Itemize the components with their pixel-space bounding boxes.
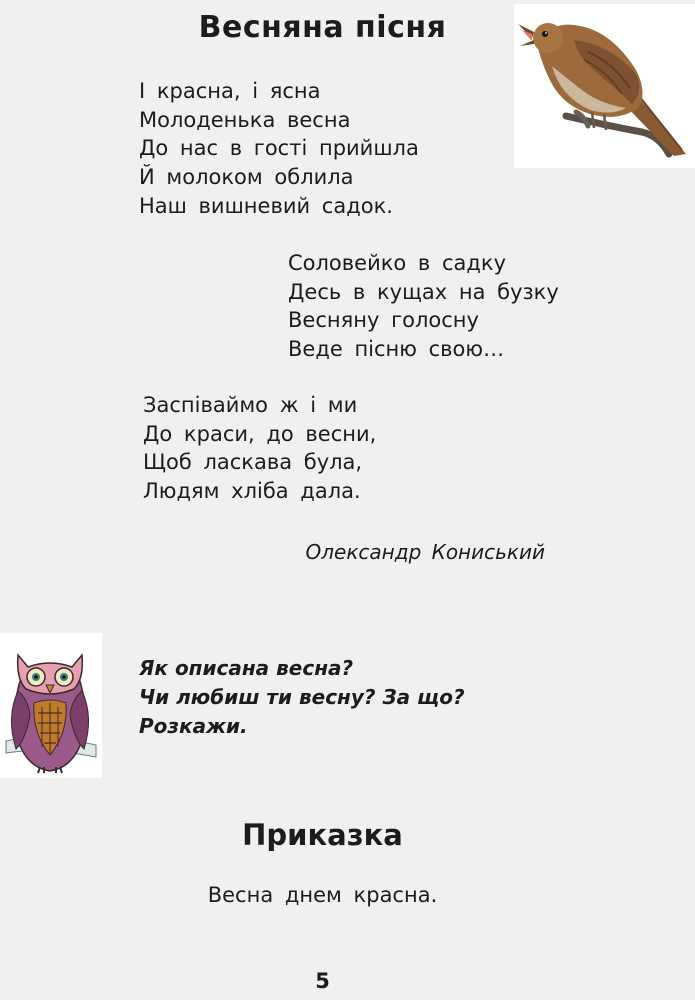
poem-line: Весняну голосну [288, 308, 479, 333]
poem-line: Наш вишневий садок. [139, 193, 393, 218]
owl-icon [0, 633, 102, 778]
poem-line: І красна, і ясна [139, 79, 321, 103]
poem-line: Людям хліба дала. [143, 479, 361, 504]
question-item: Розкажи. [139, 714, 248, 738]
nightingale-illustration [514, 4, 695, 168]
question-item: Чи любиш ти весну? За що? [139, 685, 465, 709]
poem-author: Олександр Кониський [305, 540, 545, 564]
poem-line: До нас в гості прийшла [139, 136, 419, 161]
stanza-1 [139, 77, 419, 221]
proverb-text: Весна днем красна. [207, 883, 438, 907]
owl-illustration [0, 633, 102, 778]
questions-list [139, 654, 465, 741]
nightingale-icon [514, 4, 695, 168]
poem-line: Й молоком облила [139, 165, 354, 190]
poem-title: Весняна пісня [198, 10, 447, 45]
poem-line: Щоб ласкава була, [143, 450, 363, 475]
question-item: Як описана весна? [139, 656, 354, 680]
poem-line: Веде пісню свою… [288, 337, 505, 362]
stanza-2 [288, 249, 559, 364]
page-number: 5 [315, 969, 330, 993]
proverb-title: Приказка [242, 818, 403, 852]
poem-line: До краси, до весни, [143, 421, 377, 446]
poem-line: Молоденька весна [139, 107, 351, 132]
stanza-3 [143, 391, 376, 506]
poem-line: Десь в кущах на бузку [288, 279, 559, 304]
poem-line: Заспіваймо ж і ми [143, 393, 358, 417]
poem-line: Соловейко в садку [288, 251, 507, 275]
